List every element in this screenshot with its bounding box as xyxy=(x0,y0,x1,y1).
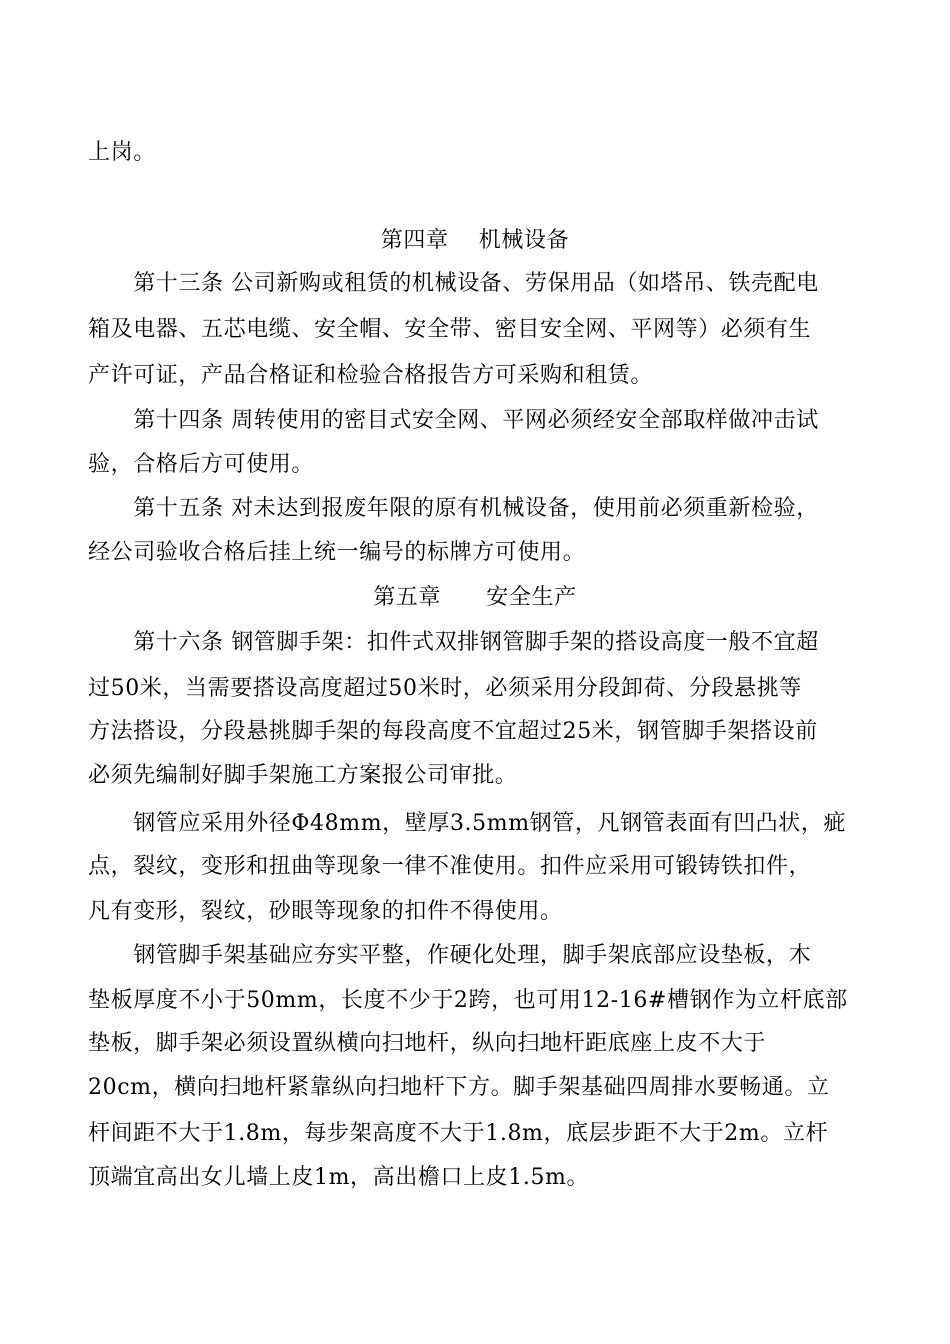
text-line: 杆间距不大于1.8m，每步架高度不大于1.8m，底层步距不大于2m。立杆 xyxy=(88,1121,829,1146)
chapter-heading: 第五章 安全生产 xyxy=(373,585,577,610)
text-line: 上岗。 xyxy=(88,140,156,165)
text-line: 经公司验收合格后挂上统一编号的标牌方可使用。 xyxy=(88,540,586,565)
text-line: 验，合格后方可使用。 xyxy=(88,452,315,477)
text-line: 钢管脚手架基础应夯实平整，作硬化处理，脚手架底部应设垫板，木 xyxy=(88,943,812,968)
text-line: 钢管应采用外径Φ48mm，壁厚3.5mm钢管，凡钢管表面有凹凸状，疵 xyxy=(88,811,847,836)
text-line: 产许可证，产品合格证和检验合格报告方可采购和租赁。 xyxy=(88,363,654,388)
text-line: 第十六条 钢管脚手架：扣件式双排钢管脚手架的搭设高度一般不宜超 xyxy=(88,630,819,655)
text-line: 第十三条 公司新购或租赁的机械设备、劳保用品（如塔吊、铁壳配电 xyxy=(88,271,819,296)
text-line: 垫板厚度不小于50mm，长度不少于2跨，也可用12-16#槽钢作为立杆底部 xyxy=(88,988,848,1013)
text-line: 方法搭设，分段悬挑脚手架的每段高度不宜超过25米，钢管脚手架搭设前 xyxy=(88,719,818,744)
text-line: 顶端宜高出女儿墙上皮1m，高出檐口上皮1.5m。 xyxy=(88,1165,590,1190)
text-line: 必须先编制好脚手架施工方案报公司审批。 xyxy=(88,763,518,788)
text-line: 20cm，横向扫地杆紧靠纵向扫地杆下方。脚手架基础四周排水要畅通。立 xyxy=(88,1075,830,1100)
text-line: 点，裂纹，变形和扭曲等现象一律不准使用。扣件应采用可锻铸铁扣件， xyxy=(88,854,812,879)
text-line: 第十五条 对未达到报废年限的原有机械设备，使用前必须重新检验， xyxy=(88,496,819,521)
text-line: 过50米，当需要搭设高度超过50米时，必须采用分段卸荷、分段悬挑等 xyxy=(88,676,802,701)
chapter-heading: 第四章 机械设备 xyxy=(380,228,570,253)
text-line: 第十四条 周转使用的密目式安全网、平网必须经安全部取样做冲击试 xyxy=(88,408,819,433)
text-line: 垫板，脚手架必须设置纵横向扫地杆，纵向扫地杆距底座上皮不大于 xyxy=(88,1031,767,1056)
text-line: 凡有变形，裂纹，砂眼等现象的扣件不得使用。 xyxy=(88,899,563,924)
text-line: 箱及电器、五芯电缆、安全帽、安全带、密目安全网、平网等）必须有生 xyxy=(88,317,812,342)
